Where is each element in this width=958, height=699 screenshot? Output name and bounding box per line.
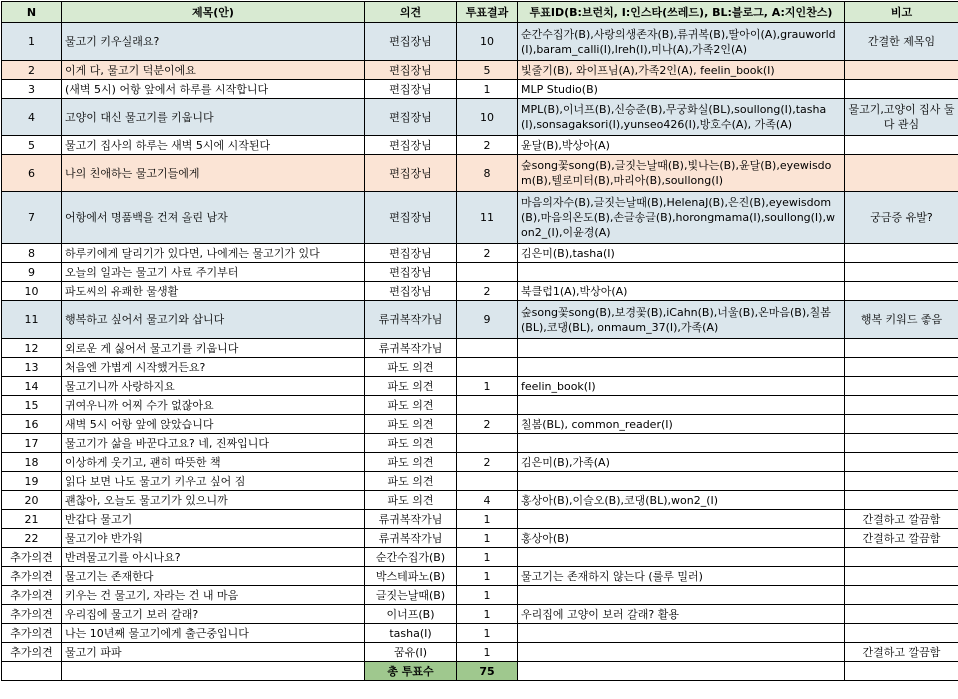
cell-opinion: 파도 의견	[365, 415, 457, 434]
cell-result: 1	[457, 643, 518, 662]
table-row	[2, 529, 958, 548]
cell-voters: MPL(B),이너프(B),신승준(B),무궁화실(BL),soullong(I),tasha(I),sonsagaksori(I),yunseo426(I),방호수(A), 가족(A)	[518, 99, 845, 136]
cell-voters: 마음의자수(B),글짓는날때(B),HelenaJ(B),은진(B),eyewisdom(B),마음의온도(B),손글송글(B),horongmama(I),soullong(I),won2_(I),이윤경(A)	[518, 192, 845, 244]
cell-n: 추가의견	[2, 548, 62, 567]
col-header-note: 비고	[845, 2, 958, 23]
col-header-n: N	[2, 2, 62, 23]
table-row	[2, 643, 958, 662]
header-row	[2, 2, 958, 23]
cell-title: 귀여우니까 어찌 수가 없잖아요	[62, 396, 365, 415]
cell-note	[845, 155, 958, 192]
cell-note: 행복 키워드 좋음	[845, 301, 958, 339]
table-row	[2, 491, 958, 510]
cell-n: 9	[2, 263, 62, 282]
cell-n: 17	[2, 434, 62, 453]
cell-opinion: 류귀복작가님	[365, 529, 457, 548]
cell-opinion: 파도 의견	[365, 472, 457, 491]
cell-opinion: 편집장님	[365, 263, 457, 282]
cell-result: 1	[457, 377, 518, 396]
cell-voters: 우리집에 고양이 보러 갈래? 활용	[518, 605, 845, 624]
cell-opinion: 류귀복작가님	[365, 301, 457, 339]
cell-note: 물고기,고양이 집사 둘다 관심	[845, 99, 958, 136]
cell-voters	[518, 472, 845, 491]
cell-title: 어항에서 명품백을 건져 올린 남자	[62, 192, 365, 244]
cell-result: 1	[457, 624, 518, 643]
cell-opinion: 편집장님	[365, 136, 457, 155]
cell-result: 2	[457, 415, 518, 434]
cell-opinion: tasha(I)	[365, 624, 457, 643]
cell-note	[845, 434, 958, 453]
total-blank-cell	[2, 662, 62, 681]
table-row	[2, 434, 958, 453]
cell-result	[457, 434, 518, 453]
cell-voters	[518, 510, 845, 529]
cell-voters: 홍상아(B),이슬오(B),코댕(BL),won2_(I)	[518, 491, 845, 510]
cell-title: 이상하게 웃기고, 괜히 따뜻한 책	[62, 453, 365, 472]
cell-opinion: 이너프(B)	[365, 605, 457, 624]
cell-opinion: 파도 의견	[365, 377, 457, 396]
cell-opinion: 류귀복작가님	[365, 339, 457, 358]
cell-title: 하루키에게 달리기가 있다면, 나에게는 물고기가 있다	[62, 244, 365, 263]
total-blank-cell	[845, 662, 958, 681]
cell-title: 우리집에 물고기 보러 갈래?	[62, 605, 365, 624]
cell-note	[845, 605, 958, 624]
cell-n: 15	[2, 396, 62, 415]
cell-result: 1	[457, 567, 518, 586]
cell-result: 11	[457, 192, 518, 244]
cell-note	[845, 377, 958, 396]
cell-n: 14	[2, 377, 62, 396]
cell-note	[845, 339, 958, 358]
cell-n: 19	[2, 472, 62, 491]
cell-title: 나는 10년째 물고기에게 출근중입니다	[62, 624, 365, 643]
cell-voters: feelin_book(I)	[518, 377, 845, 396]
cell-note	[845, 567, 958, 586]
cell-n: 2	[2, 61, 62, 80]
col-header-title: 제목(안)	[62, 2, 365, 23]
cell-voters: 김은미(B),tasha(I)	[518, 244, 845, 263]
table-row	[2, 358, 958, 377]
cell-n: 3	[2, 80, 62, 99]
col-header-result: 투표결과	[457, 2, 518, 23]
cell-title: 물고기니까 사랑하지요	[62, 377, 365, 396]
cell-voters	[518, 643, 845, 662]
cell-opinion: 꿈유(I)	[365, 643, 457, 662]
cell-note	[845, 548, 958, 567]
cell-result: 5	[457, 61, 518, 80]
cell-voters	[518, 263, 845, 282]
cell-note	[845, 80, 958, 99]
cell-opinion: 박스테파노(B)	[365, 567, 457, 586]
cell-result: 8	[457, 155, 518, 192]
cell-voters: 윤달(B),박상아(A)	[518, 136, 845, 155]
cell-voters: 김은미(B),가족(A)	[518, 453, 845, 472]
cell-result	[457, 358, 518, 377]
cell-result: 1	[457, 510, 518, 529]
table-row	[2, 23, 958, 61]
table-row	[2, 155, 958, 192]
cell-voters	[518, 339, 845, 358]
table-row	[2, 80, 958, 99]
table-row	[2, 453, 958, 472]
cell-note	[845, 263, 958, 282]
cell-title: 나의 친애하는 물고기들에게	[62, 155, 365, 192]
cell-title: 고양이 대신 물고기를 키웁니다	[62, 99, 365, 136]
cell-result: 2	[457, 453, 518, 472]
cell-title: 파도씨의 유쾌한 물생활	[62, 282, 365, 301]
cell-result: 1	[457, 529, 518, 548]
table-row	[2, 282, 958, 301]
table-row	[2, 624, 958, 643]
cell-opinion: 편집장님	[365, 99, 457, 136]
cell-n: 추가의견	[2, 586, 62, 605]
total-row	[2, 662, 958, 681]
cell-opinion: 편집장님	[365, 61, 457, 80]
cell-result	[457, 472, 518, 491]
cell-result: 1	[457, 586, 518, 605]
table-row	[2, 263, 958, 282]
cell-n: 5	[2, 136, 62, 155]
cell-note	[845, 586, 958, 605]
cell-result: 1	[457, 80, 518, 99]
cell-n: 추가의견	[2, 567, 62, 586]
table-row	[2, 301, 958, 339]
total-value: 75	[457, 662, 518, 681]
total-label: 총 투표수	[365, 662, 457, 681]
cell-voters	[518, 586, 845, 605]
cell-note	[845, 624, 958, 643]
cell-voters: 물고기는 존재하지 않는다 (룰루 밀러)	[518, 567, 845, 586]
cell-title: 괜찮아, 오늘도 물고기가 있으니까	[62, 491, 365, 510]
table-row	[2, 377, 958, 396]
cell-n: 16	[2, 415, 62, 434]
table-row	[2, 472, 958, 491]
cell-n: 10	[2, 282, 62, 301]
cell-note	[845, 136, 958, 155]
table-row	[2, 99, 958, 136]
cell-voters	[518, 434, 845, 453]
cell-n: 11	[2, 301, 62, 339]
table-body	[2, 23, 958, 662]
cell-title: 행복하고 싶어서 물고기와 삽니다	[62, 301, 365, 339]
cell-title: 반갑다 물고기	[62, 510, 365, 529]
cell-n: 13	[2, 358, 62, 377]
cell-title: 물고기는 존재한다	[62, 567, 365, 586]
cell-voters: 숲song꽃song(B),글짓는날때(B),빛나는(B),윤달(B),eyewisdom(B),텔로미터(B),마리아(B),soullong(I)	[518, 155, 845, 192]
col-header-opinion: 의견	[365, 2, 457, 23]
cell-note: 궁금증 유발?	[845, 192, 958, 244]
cell-note: 간결한 제목임	[845, 23, 958, 61]
cell-opinion: 편집장님	[365, 155, 457, 192]
cell-n: 18	[2, 453, 62, 472]
table-row	[2, 136, 958, 155]
cell-title: 물고기 파파	[62, 643, 365, 662]
cell-title: 외로운 게 싫어서 물고기를 키웁니다	[62, 339, 365, 358]
cell-title: 물고기가 삶을 바꾼다고요? 네, 진짜입니다	[62, 434, 365, 453]
cell-opinion: 파도 의견	[365, 453, 457, 472]
cell-result: 1	[457, 605, 518, 624]
cell-voters: 홍상아(B)	[518, 529, 845, 548]
cell-result: 1	[457, 548, 518, 567]
cell-opinion: 편집장님	[365, 244, 457, 263]
cell-result	[457, 263, 518, 282]
table-row	[2, 548, 958, 567]
cell-n: 22	[2, 529, 62, 548]
cell-opinion: 편집장님	[365, 282, 457, 301]
cell-note: 간결하고 깔끔함	[845, 529, 958, 548]
cell-voters: MLP Studio(B)	[518, 80, 845, 99]
table-row	[2, 415, 958, 434]
cell-title: 물고기 집사의 하루는 새벽 5시에 시작된다	[62, 136, 365, 155]
cell-note	[845, 415, 958, 434]
cell-n: 6	[2, 155, 62, 192]
cell-voters: 숲song꽃song(B),보경꽃(B),iCahn(B),너울(B),온마음(B),칠봄(BL),코댕(BL), onmaum_37(I),가족(A)	[518, 301, 845, 339]
cell-title: (새벽 5시) 어항 앞에서 하루를 시작합니다	[62, 80, 365, 99]
total-blank-cell	[62, 662, 365, 681]
cell-result	[457, 396, 518, 415]
total-blank-cell	[518, 662, 845, 681]
cell-voters: 칠봄(BL), common_reader(I)	[518, 415, 845, 434]
cell-result: 9	[457, 301, 518, 339]
vote-table	[1, 1, 958, 681]
cell-opinion: 편집장님	[365, 23, 457, 61]
cell-title: 새벽 5시 어항 앞에 앉았습니다	[62, 415, 365, 434]
cell-n: 21	[2, 510, 62, 529]
table-row	[2, 396, 958, 415]
cell-result: 4	[457, 491, 518, 510]
table-row	[2, 586, 958, 605]
cell-voters	[518, 358, 845, 377]
cell-n: 8	[2, 244, 62, 263]
cell-opinion: 순간수집가(B)	[365, 548, 457, 567]
cell-n: 20	[2, 491, 62, 510]
table-row	[2, 567, 958, 586]
cell-result	[457, 339, 518, 358]
cell-opinion: 편집장님	[365, 80, 457, 99]
cell-voters	[518, 548, 845, 567]
cell-note	[845, 472, 958, 491]
cell-n: 추가의견	[2, 605, 62, 624]
cell-opinion: 파도 의견	[365, 491, 457, 510]
cell-note: 간결하고 깔끔함	[845, 510, 958, 529]
cell-title: 이게 다, 물고기 덕분이에요	[62, 61, 365, 80]
cell-title: 반려물고기를 아시나요?	[62, 548, 365, 567]
cell-n: 추가의견	[2, 643, 62, 662]
cell-n: 4	[2, 99, 62, 136]
cell-voters	[518, 624, 845, 643]
table-row	[2, 244, 958, 263]
table-row	[2, 510, 958, 529]
cell-result: 2	[457, 244, 518, 263]
cell-note	[845, 61, 958, 80]
table-row	[2, 339, 958, 358]
table-row	[2, 192, 958, 244]
col-header-voters: 투표ID(B:브런치, I:인스타(쓰레드), BL:블로그, A:지인찬스)	[518, 2, 845, 23]
cell-n: 추가의견	[2, 624, 62, 643]
cell-result: 2	[457, 136, 518, 155]
cell-voters	[518, 396, 845, 415]
cell-n: 12	[2, 339, 62, 358]
cell-opinion: 파도 의견	[365, 358, 457, 377]
cell-voters: 북클럽1(A),박상아(A)	[518, 282, 845, 301]
cell-opinion: 편집장님	[365, 192, 457, 244]
cell-note	[845, 453, 958, 472]
cell-opinion: 글짓는날때(B)	[365, 586, 457, 605]
cell-result: 2	[457, 282, 518, 301]
cell-note	[845, 244, 958, 263]
cell-note: 간결하고 깔끔함	[845, 643, 958, 662]
cell-title: 키우는 건 물고기, 자라는 건 내 마음	[62, 586, 365, 605]
cell-voters: 순간수집가(B),사랑의생존자(B),류귀복(B),딸아이(A),grauworld(I),baram_calli(I),lreh(I),미나(A),가족2인(A)	[518, 23, 845, 61]
cell-title: 오늘의 일과는 물고기 사료 주기부터	[62, 263, 365, 282]
cell-n: 1	[2, 23, 62, 61]
cell-result: 10	[457, 99, 518, 136]
cell-title: 물고기야 반가워	[62, 529, 365, 548]
cell-result: 10	[457, 23, 518, 61]
cell-note	[845, 396, 958, 415]
cell-title: 처음엔 가볍게 시작했거든요?	[62, 358, 365, 377]
cell-title: 물고기 키우실래요?	[62, 23, 365, 61]
cell-opinion: 파도 의견	[365, 396, 457, 415]
cell-opinion: 파도 의견	[365, 434, 457, 453]
table-row	[2, 605, 958, 624]
cell-note	[845, 491, 958, 510]
cell-voters: 빛줄기(B), 와이프님(A),가족2인(A), feelin_book(I)	[518, 61, 845, 80]
cell-title: 읽다 보면 나도 물고기 키우고 싶어 짐	[62, 472, 365, 491]
cell-n: 7	[2, 192, 62, 244]
table-row	[2, 61, 958, 80]
cell-note	[845, 358, 958, 377]
cell-note	[845, 282, 958, 301]
cell-opinion: 류귀복작가님	[365, 510, 457, 529]
